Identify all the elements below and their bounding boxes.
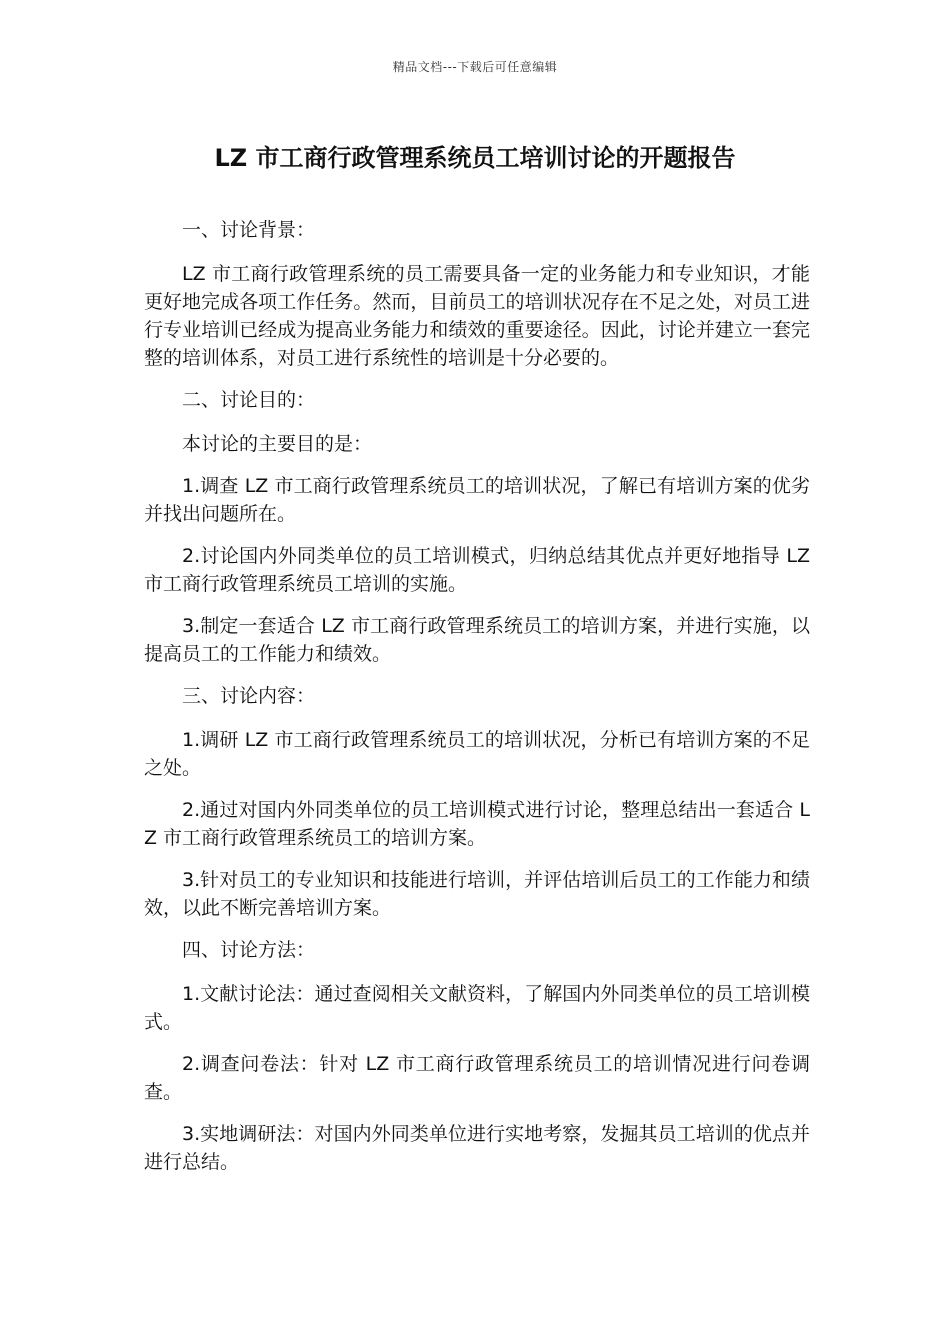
list-item-method-1: 1.文献讨论法：通过查阅相关文献资料，了解国内外同类单位的员工培训模式。 bbox=[144, 983, 810, 1033]
section-heading-content: 三、讨论内容： bbox=[182, 685, 316, 707]
paragraph-purpose-intro: 本讨论的主要目的是： bbox=[182, 433, 373, 455]
list-item-method-3: 3.实地调研法：对国内外同类单位进行实地考察，发掘其员工培训的优点并进行总结。 bbox=[144, 1123, 810, 1173]
list-item-purpose-3: 3.制定一套适合 LZ 市工商行政管理系统员工的培训方案，并进行实施，以提高员工的工作能力和绩效。 bbox=[144, 615, 810, 665]
list-item-content-2: 2.通过对国内外同类单位的员工培训模式进行讨论，整理总结出一套适合 LZ 市工商行政管理系统员工的培训方案。 bbox=[144, 799, 810, 849]
list-item-content-1: 1.调研 LZ 市工商行政管理系统员工的培训状况，分析已有培训方案的不足之处。 bbox=[144, 729, 810, 779]
list-item-purpose-2: 2.讨论国内外同类单位的员工培训模式，归纳总结其优点并更好地指导 LZ 市工商行政管理系统员工培训的实施。 bbox=[144, 545, 810, 595]
document-body bbox=[144, 216, 810, 1190]
section-heading-purpose: 二、讨论目的： bbox=[182, 389, 316, 411]
paragraph-background: LZ 市工商行政管理系统的员工需要具备一定的业务能力和专业知识，才能更好地完成各项工作任务。然而，目前员工的培训状况存在不足之处，对员工进行专业培训已经成为提高业务能力和绩效的重要途径。因此，讨论并建立一套完整的培训体系，对员工进行系统性的培训是十分必要的。 bbox=[144, 263, 810, 369]
list-item-method-2: 2.调查问卷法：针对 LZ 市工商行政管理系统员工的培训情况进行问卷调查。 bbox=[144, 1053, 810, 1103]
section-heading-method: 四、讨论方法： bbox=[182, 939, 316, 961]
header-note: 精品文档---下载后可任意编辑 bbox=[392, 60, 558, 74]
list-item-content-3: 3.针对员工的专业知识和技能进行培训，并评估培训后员工的工作能力和绩效，以此不断完善培训方案。 bbox=[144, 869, 810, 919]
section-heading-background: 一、讨论背景： bbox=[182, 219, 316, 241]
document-title: LZ 市工商行政管理系统员工培训讨论的开题报告 bbox=[214, 144, 736, 172]
list-item-purpose-1: 1.调查 LZ 市工商行政管理系统员工的培训状况，了解已有培训方案的优劣并找出问题所在。 bbox=[144, 475, 810, 525]
